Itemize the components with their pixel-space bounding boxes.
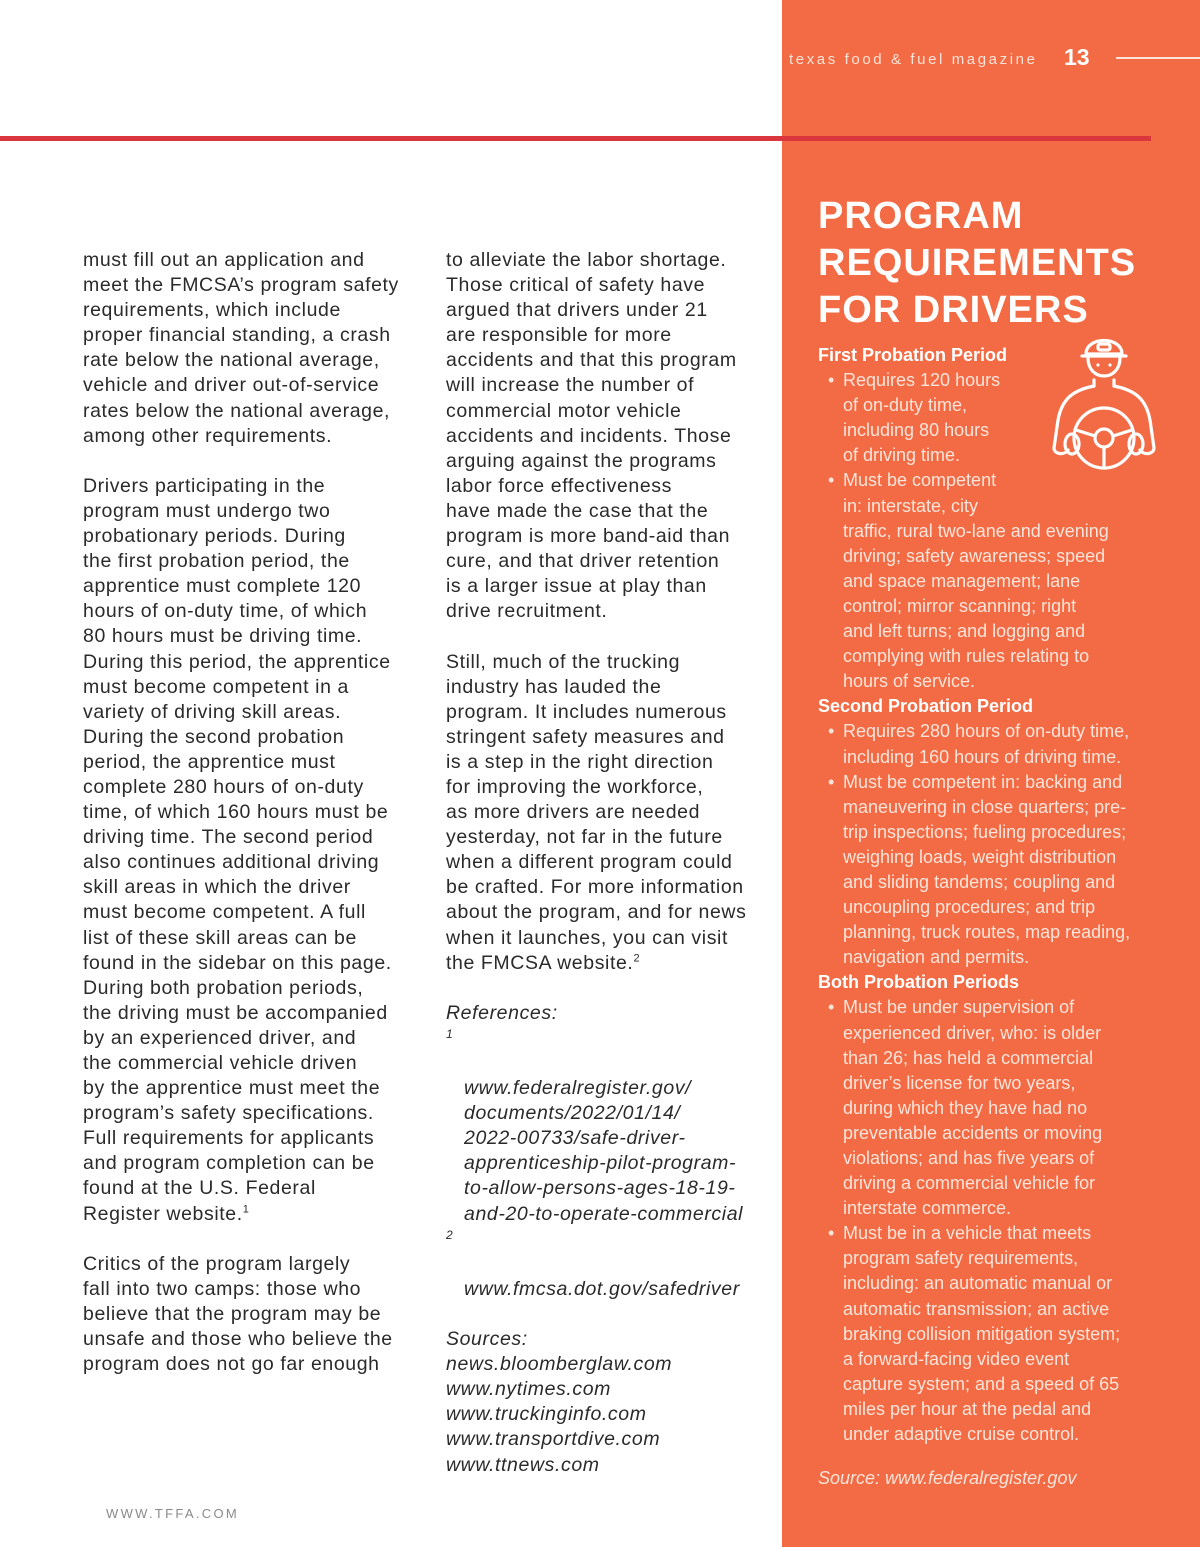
- bullet: •: [828, 370, 835, 391]
- reference-item[interactable]: [446, 1227, 766, 1302]
- section-heading: First Probation Period: [818, 345, 1008, 365]
- requirement-text: Must be competent in: backing and maneuvering in close quarters; pre- trip inspections; fueling procedures; weighing loads, weight distribution and sliding tandems; coupling and uncoupling procedures; and trip planning, truck routes, map reading, navigation and permits.: [843, 771, 1131, 968]
- requirement-item: [818, 1221, 1178, 1447]
- source-link[interactable]: www.transportdive.com: [446, 1428, 661, 1451]
- section-heading: Both Probation Periods: [818, 972, 1020, 993]
- footnote-marker: 1: [242, 1203, 250, 1216]
- bullet: •: [828, 771, 835, 792]
- source-link[interactable]: www.nytimes.com: [446, 1378, 612, 1401]
- article-paragraph: Critics of the program largely fall into two camps: those who believe that the program may be unsafe and those who believe the program does not go far enough: [83, 1252, 393, 1376]
- source-link[interactable]: www.ttnews.com: [446, 1453, 600, 1476]
- page-number: 13: [1064, 44, 1090, 70]
- header-accent-line: [1116, 57, 1200, 59]
- requirement-text: Must be competent in: interstate, city traffic, rural two-lane and evening driving; safety awareness; speed and space management; lane control; mirror scanning; right and left turns; and logging and complying with rules relating to hours of service.: [843, 470, 1109, 692]
- requirement-item: [818, 368, 1178, 468]
- publication-name: texas food & fuel magazine: [789, 51, 1038, 68]
- sidebar-source: Source: www.federalregister.gov: [818, 1468, 1077, 1489]
- requirement-text: Requires 280 hours of on-duty time, including 160 hours of driving time.: [843, 721, 1130, 767]
- references: [446, 1001, 766, 1302]
- requirement-text: Must be in a vehicle that meets program safety requirements, including: an automatic manual or automatic transmission; an active braking collision mitigation system; a forward-facing video event capture system; and a speed of 65 miles per hour at the pedal and under adaptive cruise control.: [843, 1223, 1121, 1445]
- reference-number: 1: [446, 1026, 454, 1041]
- requirement-text: Requires 120 hours of on-duty time, including 80 hours of driving time.: [843, 370, 1001, 466]
- sidebar-body: [818, 343, 1178, 1491]
- reference-link[interactable]: www.fmcsa.dot.gov/safedriver: [464, 1277, 740, 1300]
- article-column-2: [446, 248, 766, 1478]
- paragraph-text: Still, much of the trucking industry has lauded the program. It includes numerous stringent safety measures and is a step in the right direction for improving the workforce, as more drivers are needed yesterday, not far in the future when a different program could be crafted. For more information about the program, and for news when it launches, you can visit the FMCSA website.: [446, 650, 747, 974]
- article-column-1: [83, 248, 428, 1402]
- sources-label: Sources:: [446, 1328, 528, 1351]
- footer-url[interactable]: WWW.TFFA.COM: [106, 1506, 240, 1521]
- paragraph-text: Drivers participating in the program must undergo two probationary periods. During the first probation period, the apprentice must complete 120 hours of on-duty time, of which 80 hours must be driving time. During this period, the apprentice must become competent in a variety of driving skill areas. During the second probation period, the apprentice must complete 280 hours of on-duty time, of which 160 hours must be driving time. The second period also continues additional driving skill areas in which the driver must become competent. A full list of these skill areas can be found in the sidebar on this page. During both probation periods, the driving must be accompanied by an experienced driver, and the commercial vehicle driven by the apprentice must meet the program’s safety specifications. Full requirements for applicants and program completion can be found at the U.S. Federal Register website.: [83, 474, 392, 1225]
- article-paragraph: [446, 650, 766, 976]
- references-label: References:: [446, 1001, 558, 1024]
- header-rule: [0, 136, 1151, 141]
- reference-link[interactable]: www.federalregister.gov/ documents/2022/01/14/ 2022-00733/safe-driver- apprenticeship-pilot-program- to-allow-persons-ages-18-19- and-20-to-operate-commercial: [464, 1077, 744, 1225]
- requirement-item: [818, 468, 1178, 694]
- source-link[interactable]: www.truckinginfo.com: [446, 1403, 647, 1426]
- bullet: •: [828, 997, 835, 1018]
- reference-number: 2: [446, 1227, 454, 1242]
- requirement-text: Must be under supervision of experienced driver, who: is older than 26; has held a commercial driver’s license for two years, during which they have had no preventable accidents or moving violations; and has five years of driving a commercial vehicle for interstate commerce.: [843, 997, 1103, 1219]
- reference-item[interactable]: [446, 1026, 766, 1227]
- footnote-marker: 2: [633, 952, 641, 965]
- article-paragraph: [83, 474, 428, 1227]
- sources: [446, 1327, 766, 1478]
- article-paragraph: to alleviate the labor shortage. Those critical of safety have argued that drivers under 21 are responsible for more accidents and that this program will increase the number of commercial motor vehicle accidents and incidents. Those arguing against the programs labor force effectiveness have made the case that the program is more band-aid than cure, and that driver retention is a larger issue at play than drive recruitment.: [446, 249, 737, 623]
- section-heading: Second Probation Period: [818, 696, 1034, 717]
- sidebar-title: PROGRAM REQUIREMENTS FOR DRIVERS: [818, 195, 1137, 331]
- bullet: •: [828, 721, 835, 742]
- requirement-item: [818, 719, 1178, 769]
- bullet: •: [828, 470, 835, 491]
- bullet: •: [828, 1223, 835, 1244]
- requirement-item: [818, 995, 1178, 1221]
- requirement-item: [818, 770, 1178, 971]
- source-link[interactable]: news.bloomberglaw.com: [446, 1353, 673, 1376]
- article-paragraph: must fill out an application and meet the FMCSA’s program safety requirements, which include proper financial standing, a crash rate below the national average, vehicle and driver out-of-service rates below the national average, among other requirements.: [83, 249, 399, 447]
